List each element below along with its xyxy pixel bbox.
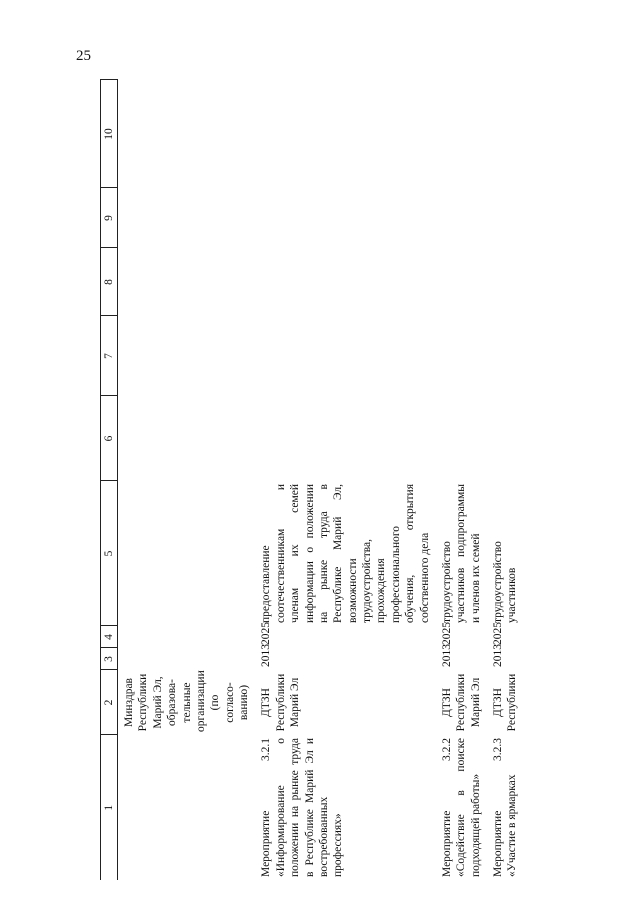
column-header-8: 8 [101,248,118,316]
table-row [255,80,436,880]
start-year-cell: 2013 [260,644,273,667]
result-cell: трудоустройство участников [492,541,519,623]
start-year-cell: 2013 [440,644,453,667]
column-number-header-row [101,80,118,880]
measure-cell: Мероприятие 3.2.2 «Содействие в поиске подходящей работы» [440,738,482,877]
col7-cell [255,316,436,396]
executor-cell: Минздрав Республики Марий Эл, образова-тельные организации (по согласо-ванию) [123,670,250,732]
col10-cell [487,80,524,188]
result-cell [118,481,256,626]
col7-cell [487,316,524,396]
measure-cell [118,735,256,880]
column-header-5: 5 [101,481,118,626]
col9-cell [487,188,524,248]
column-header-7: 7 [101,316,118,396]
executor-cell: ДТЗН Республики [492,673,519,732]
page-number: 25 [76,48,91,64]
end-year-cell: 2025 [260,622,273,645]
col10-cell [436,80,487,188]
col9-cell [118,188,256,248]
program-measures-table [100,80,524,881]
measure-cell: Мероприятие 3.2.1 «Информирование о положении на рынке труда в Республике Марий Эл и востребованных профессиях» [260,738,345,877]
end-year-cell: 2025 [440,622,453,645]
col6-cell [118,396,256,481]
column-header-10: 10 [101,80,118,188]
col9-cell [255,188,436,248]
col8-cell [436,248,487,316]
start-year-cell: 2013 [492,644,504,667]
end-year-cell: 2025 [492,622,504,645]
col10-cell [118,80,256,188]
executor-cell: ДТЗН Республики Марий Эл [440,673,482,732]
result-cell: предоставление соотечественникам и членам их семей информации о положении на рынке труда в Республике Марий Эл, возможности трудоустройства, прохождения профессионального обучения, открытия собственного дела [260,484,431,623]
col6-cell [436,396,487,481]
col7-cell [436,316,487,396]
table-row [436,80,487,880]
table-row [487,80,524,880]
column-header-4: 4 [101,626,118,648]
measure-cell: Мероприятие 3.2.3 «Участие в ярмарках [492,738,519,877]
col9-cell [436,188,487,248]
col8-cell [118,248,256,316]
start-year-cell [118,648,256,670]
col10-cell [255,80,436,188]
rotated-table-page [100,80,620,880]
column-header-3: 3 [101,648,118,670]
column-header-1: 1 [101,735,118,880]
result-cell: трудоустройство участников подпрограммы и членов их семей [440,484,482,623]
executor-cell: ДТЗН Республики Марий Эл [260,673,302,732]
column-header-6: 6 [101,396,118,481]
col6-cell [255,396,436,481]
col7-cell [118,316,256,396]
end-year-cell [118,626,256,648]
column-header-2: 2 [101,670,118,735]
col8-cell [487,248,524,316]
column-header-9: 9 [101,188,118,248]
table-row [118,80,256,880]
col6-cell [487,396,524,481]
col8-cell [255,248,436,316]
